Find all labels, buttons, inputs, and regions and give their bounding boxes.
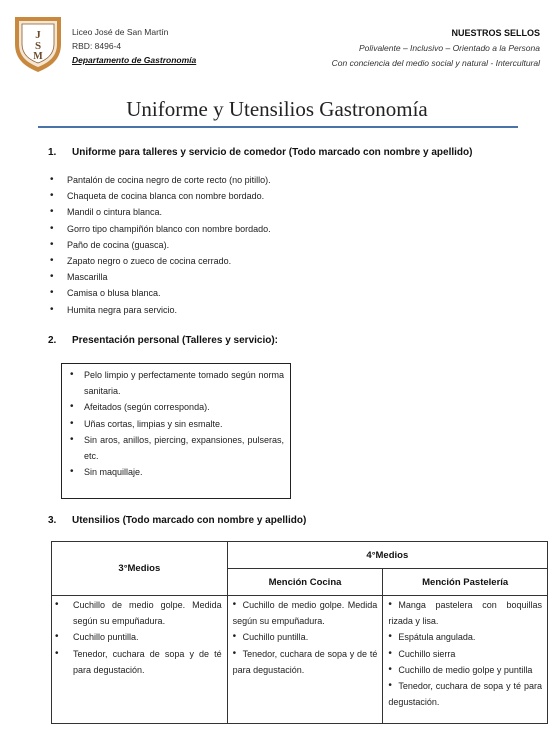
list-item: • Sin maquillaje. — [70, 464, 284, 480]
list-item: • Camisa o blusa blanca. — [48, 285, 271, 301]
list-item: • Cuchillo sierra — [388, 646, 542, 662]
section-3-number: 3. — [48, 515, 57, 526]
department-name: Departamento de Gastronomía — [72, 55, 197, 65]
svg-text:M: M — [33, 51, 43, 62]
table-cell-pasteleria — [383, 596, 548, 724]
list-item: • Gorro tipo champiñón blanco con nombre bordado. — [48, 221, 271, 237]
table-header-pasteleria: Mención Pastelería — [383, 569, 548, 596]
list-item: • Chaqueta de cocina blanca con nombre bordado. — [48, 188, 271, 204]
list-item: • Cuchillo de medio golpe. Medida según su empuñadura. — [233, 597, 378, 629]
section-1-title: Uniforme para talleres y servicio de comedor (Todo marcado con nombre y apellido) — [72, 147, 473, 158]
list-item: • Afeitados (según corresponda). — [70, 399, 284, 415]
title-underline — [38, 126, 518, 128]
list-item: • Paño de cocina (guasca). — [48, 237, 271, 253]
list-item: • Cuchillo puntilla. — [57, 629, 222, 645]
utensils-table — [51, 541, 548, 724]
svg-text:J: J — [35, 29, 41, 41]
section-2-heading — [48, 335, 278, 346]
list-item: • Zapato negro o zueco de cocina cerrado. — [48, 253, 271, 269]
page-title: Uniforme y Utensilios Gastronomía — [126, 97, 428, 121]
table-cell-cocina — [227, 596, 383, 724]
presentation-box — [61, 363, 291, 499]
svg-text:S: S — [34, 40, 42, 52]
list-item: • Tenedor, cuchara de sopa y de té para degustación. — [57, 646, 222, 678]
section-3-heading — [48, 515, 306, 526]
school-crest-logo — [12, 14, 64, 74]
list-item: • Pantalón de cocina negro de corte recto (no pitillo). — [48, 172, 271, 188]
school-info — [72, 25, 196, 67]
list-item: • Tenedor, cuchara de sopa y de té para degustación. — [233, 646, 378, 678]
table-header-cocina: Mención Cocina — [227, 569, 383, 596]
page-header — [0, 0, 554, 80]
section-1-heading — [48, 147, 472, 158]
sellos-block — [332, 26, 540, 71]
section-1-number: 1. — [48, 147, 57, 158]
section-3-title: Utensilios (Todo marcado con nombre y apellido) — [72, 515, 307, 526]
list-item: • Tenedor, cuchara de sopa y té para degustación. — [388, 678, 542, 710]
list-item: • Uñas cortas, limpias y sin esmalte. — [70, 416, 284, 432]
list-item: • Sin aros, anillos, piercing, expansiones, pulseras, etc. — [70, 432, 284, 464]
list-item: • Espátula angulada. — [388, 629, 542, 645]
sellos-line-1: Polivalente – Inclusivo – Orientado a la Persona — [359, 43, 540, 53]
section-2-number: 2. — [48, 335, 57, 346]
list-item: • Mascarilla — [48, 269, 271, 285]
school-name: Liceo José de San Martín — [72, 27, 169, 37]
presentation-list — [62, 364, 290, 480]
table-cell-3medios — [52, 596, 228, 724]
table-header-3medios: 3°Medios — [52, 542, 228, 596]
list-item: • Manga pastelera con boquillas rizada y lisa. — [388, 597, 542, 629]
list-item: • Pelo limpio y perfectamente tomado según norma sanitaria. — [70, 367, 284, 399]
list-item: • Cuchillo puntilla. — [233, 629, 378, 645]
uniform-list — [48, 172, 271, 318]
list-item: • Mandil o cintura blanca. — [48, 204, 271, 220]
school-rbd: RBD: 8496-4 — [72, 41, 122, 51]
sellos-line-2: Con conciencia del medio social y natural - Intercultural — [331, 58, 540, 68]
list-item: • Humita negra para servicio. — [48, 302, 271, 318]
section-2-title: Presentación personal (Talleres y servicio): — [72, 335, 279, 346]
sellos-title: NUESTROS SELLOS — [451, 28, 540, 38]
list-item: • Cuchillo de medio golpe y puntilla — [388, 662, 542, 678]
table-header-4medios: 4°Medios — [227, 542, 547, 569]
list-item: • Cuchillo de medio golpe. Medida según su empuñadura. — [57, 597, 222, 629]
